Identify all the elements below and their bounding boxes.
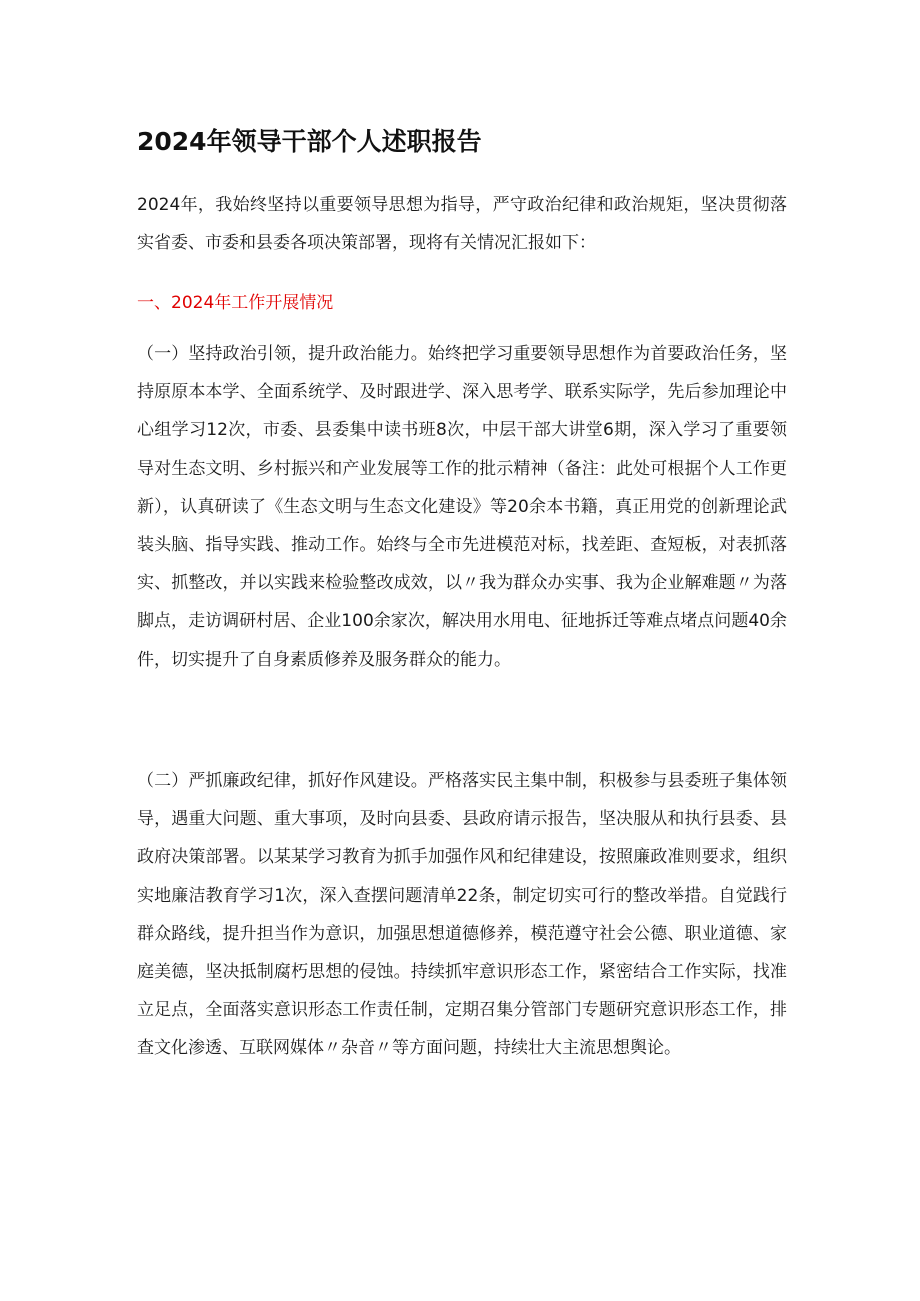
intro-paragraph: 2024年，我始终坚持以重要领导思想为指导，严守政治纪律和政治规矩，坚决贯彻落实省委、市委和县委各项决策部署，现将有关情况汇报如下：: [137, 195, 787, 254]
paragraph-integrity-discipline: （二）严抓廉政纪律，抓好作风建设。严格落实民主集中制，积极参与县委班子集体领导，遇重大问题、重大事项，及时向县委、县政府请示报告，坚决服从和执行县委、县政府决策部署。以某某学习教育为抓手加强作风和纪律建设，按照廉政准则要求，组织实地廉洁教育学习1次，深入查摆问题清单22条，制定切实可行的整改举措。自觉践行群众路线，提升担当作为意识，加强思想道德修养，模范遵守社会公德、职业道德、家庭美德，坚决抵制腐朽思想的侵蚀。持续抓牢意识形态工作，紧密结合工作实际，找准立足点，全面落实意识形态工作责任制，定期召集分管部门专题研究意识形态工作，排查文化渗透、互联网媒体〃杂音〃等方面问题，持续壮大主流思想舆论。: [137, 771, 787, 1059]
document-title: 2024年领导干部个人述职报告: [137, 127, 482, 156]
paragraph-political-leadership: （一）坚持政治引领，提升政治能力。始终把学习重要领导思想作为首要政治任务，坚持原原本本学、全面系统学、及时跟进学、深入思考学、联系实际学，先后参加理论中心组学习12次，市委、县委集中读书班8次，中层干部大讲堂6期，深入学习了重要领导对生态文明、乡村振兴和产业发展等工作的批示精神（备注：此处可根据个人工作更新），认真研读了《生态文明与生态文化建设》等20余本书籍，真正用党的创新理论武装头脑、指导实践、推动工作。始终与全市先进模范对标，找差距、查短板，对表抓落实、抓整改，并以实践来检验整改成效，以〃我为群众办实事、我为企业解难题〃为落脚点，走访调研村居、企业100余家次，解决用水用电、征地拆迁等难点堵点问题40余件，切实提升了自身素质修养及服务群众的能力。: [137, 344, 787, 670]
section-heading: 一、2024年工作开展情况: [137, 293, 334, 313]
